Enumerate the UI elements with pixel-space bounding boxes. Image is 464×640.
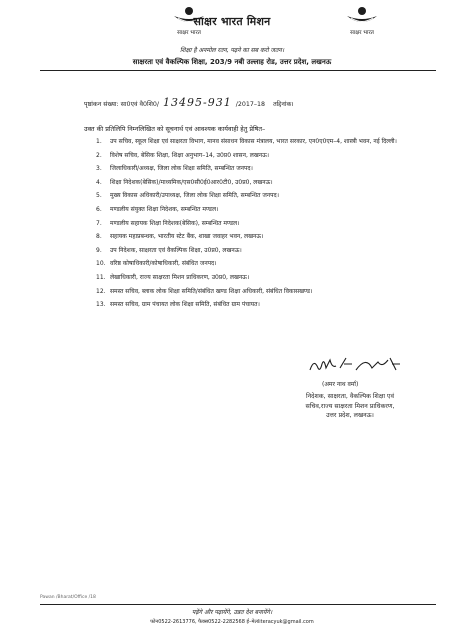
distribution-item	[96, 274, 416, 283]
handwritten-signature	[306, 354, 402, 376]
distribution-item-text: सहायक महाप्रबन्धक, भारतीय स्टेट बैंक, शाखा जवाहर भवन, लखनऊ।	[110, 233, 264, 241]
distribution-item-number: 6.	[96, 205, 102, 213]
distribution-item-number: 13.	[96, 301, 106, 309]
distribution-item-number: 12.	[96, 287, 106, 295]
distribution-item	[96, 247, 416, 256]
distribution-item-text: समस्त सचिव, ग्राम पंचायत लोक शिक्षा समिति, संबंधित ग्राम पंचायत।	[110, 301, 260, 309]
distribution-item	[96, 138, 416, 147]
designation-line: सचिव,राज्य साक्षरता मिशन प्राधिकरण,	[305, 402, 395, 410]
distribution-item-number: 1.	[96, 138, 102, 145]
logo-caption-left: साक्षर भारत	[177, 30, 201, 36]
distribution-item	[96, 288, 416, 297]
letter-number-prefix: पृष्ठांकन संख्या: सा0एवं वै0शि0/	[84, 101, 160, 108]
signatory-designation	[270, 392, 430, 421]
distribution-item-number: 11.	[96, 273, 106, 281]
letter-number-handwritten: 13495-931	[163, 96, 232, 109]
distribution-item	[96, 206, 416, 215]
distribution-item-text: जिलाधिकारी/अध्यक्ष, जिला लोक शिक्षा समिति, सम्बन्धित जनपद।	[110, 165, 253, 173]
header-divider	[40, 70, 436, 71]
distribution-item-number: 4.	[96, 178, 102, 186]
distribution-intro: उक्त की प्रतिलिपि निम्नलिखित को सूचनार्थ एवं आवश्यक कार्यवाही हेतु प्रेषित–	[84, 125, 266, 133]
distribution-list	[96, 138, 416, 315]
distribution-item	[96, 165, 416, 174]
slogan: शिक्षा है अनमोल रतन, पढ़ने का सब करो जतन।	[179, 47, 285, 54]
distribution-item-text: मुख्य विकास अधिकारी/उपाध्यक्ष, जिला लोक शिक्षा समिति, सम्बन्धित जनपद।	[110, 192, 279, 200]
distribution-item-text: उप निदेशक, साक्षरता एवं वैकल्पिक शिक्षा, उ0प्र0, लखनऊ।	[110, 246, 242, 254]
distribution-item-number: 5.	[96, 192, 102, 200]
letter-number-line	[84, 96, 404, 109]
footer-tagline: पढ़ेंगे और पढ़ायेंगे, उन्नत देश बनायेंगे।	[191, 609, 273, 616]
distribution-item-text: मण्डलीय सहायक शिक्षा निदेशक(बेसिक), सम्बन्धित मण्डल।	[110, 219, 240, 227]
office-address: साक्षरता एवं वैकल्पिक शिक्षा, 203/9 नबी उल्लाह रोड, उत्तर प्रदेश, लखनऊ	[132, 58, 332, 66]
distribution-item	[96, 192, 416, 201]
distribution-item-number: 10.	[96, 260, 106, 268]
mission-title: साक्षर भारत मिशन	[193, 15, 271, 28]
distribution-item-number: 3.	[96, 165, 102, 173]
distribution-item-text: मण्डलीय संयुक्त शिक्षा निदेशक, सम्बन्धित मण्डल।	[110, 205, 219, 213]
designation-line: उत्तर प्रदेश, लखनऊ।	[326, 412, 374, 419]
signatory-name: (अमर नाथ वर्मा)	[322, 381, 359, 388]
footer-divider	[40, 604, 436, 605]
distribution-item	[96, 179, 416, 188]
distribution-item-text: शिक्षा निदेशक(बेसिक)/माध्यमिक/एस0सी0ई0आर0टी0, उ0प्र0, लखनऊ।	[110, 178, 273, 186]
distribution-item-number: 7.	[96, 219, 102, 227]
distribution-item-text: उप सचिव, स्कूल शिक्षा एवं साक्षरता विभाग, मानव संसाधन विकास मंत्रालय, भारत सरकार, एन0ए0एम–4, शास्त्री भवन, नई दिल्ली।	[110, 138, 397, 145]
distribution-item	[96, 220, 416, 229]
distribution-item	[96, 233, 416, 242]
distribution-item	[96, 260, 416, 269]
distribution-item-text: वरिष्ठ कोषाधिकारी/कोषाधिकारी, संबंधित जनपद।	[110, 260, 217, 268]
distribution-item	[96, 152, 416, 161]
letter-number-suffix: /2017–18	[235, 101, 266, 108]
signature-scribble-icon	[306, 354, 402, 376]
distribution-item-text: समस्त सचिव, ब्लाक लोक शिक्षा समिति/संबंधित खण्ड शिक्षा अधिकारी, संबंधित विकासखण्ड।	[110, 287, 313, 295]
distribution-item-text: विशेष सचिव, बेसिक शिक्षा, शिक्षा अनुभाग–14, उ0प्र0 शासन, लखनऊ।	[110, 151, 270, 159]
letter-date: तद्दिनांक।	[273, 101, 294, 108]
designation-line: निदेशक, साक्षरता, वैकल्पिक शिक्षा एवं	[306, 393, 394, 400]
distribution-item-number: 8.	[96, 233, 102, 241]
distribution-item-text: लेखाधिकारी, राज्य साक्षरता मिशन प्राधिकरण, उ0प्र0, लखनऊ।	[110, 273, 250, 281]
distribution-item-number: 9.	[96, 246, 102, 254]
distribution-item	[96, 301, 416, 310]
footer-contact: फोन0522-2613776, फैक्स0522-2282568 ई–मेलliteracyuk@gmail.com	[150, 619, 314, 625]
page-reference: Pawan /Bharat/Office /18	[40, 595, 96, 600]
distribution-item-number: 2.	[96, 151, 102, 159]
logo-caption-right: साक्षर भारत	[350, 30, 374, 36]
